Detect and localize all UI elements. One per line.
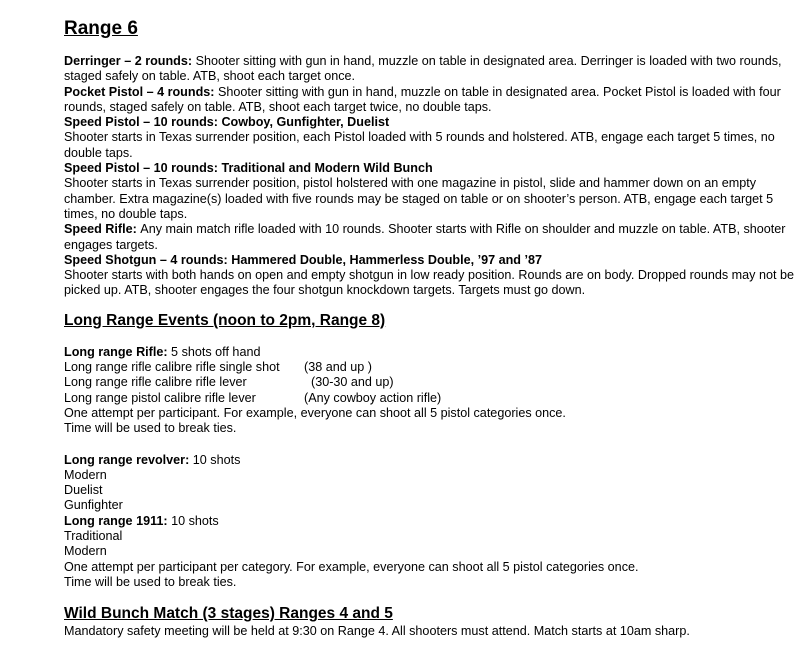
entry-sep: :	[210, 84, 218, 99]
long-range-rifle-section	[64, 345, 804, 437]
rifle-note: Time will be used to break ties.	[64, 421, 237, 436]
rifle-class-row	[64, 391, 804, 406]
revolver-class: Gunfighter	[64, 498, 123, 513]
range6-heading: Range 6	[64, 18, 138, 39]
entry-text: Any main match rifle loaded with 10 rounds. Shooter starts with Rifle on shoulder and muzzle on table. ATB, shooter engages targets.	[64, 222, 786, 252]
range6-entry	[64, 54, 804, 85]
range6-section	[64, 54, 804, 299]
entry-name: Pocket Pistol – 4 rounds	[64, 84, 211, 99]
long-range-heading: Long Range Events (noon to 2pm, Range 8)	[64, 311, 386, 329]
entry-sep: :	[132, 222, 141, 237]
entry-name: Speed Shotgun – 4 rounds: Hammered Double, Hammerless Double, ’97 and ’87	[64, 252, 542, 267]
rifle-class-name: Long range rifle calibre rifle lever	[64, 375, 247, 390]
rifle-class-name: Long range rifle calibre rifle single shot	[64, 360, 280, 375]
revolver-class: Modern	[64, 467, 107, 482]
long-range-pistol-section	[64, 453, 804, 591]
rifle-text: 5 shots off hand	[167, 344, 261, 359]
wild-bunch-text: Mandatory safety meeting will be held at 9:30 on Range 4. All shooters must attend. Match starts at 10am sharp.	[64, 624, 690, 639]
document-page	[64, 18, 804, 640]
rifle-class-note: (38 and up )	[304, 360, 372, 375]
entry-name: Speed Rifle	[64, 222, 133, 237]
range6-entry-text: Shooter starts with both hands on open and empty shotgun in low ready position. Rounds are on body. Dropped rounds may not be picked up. ATB, shooter engages the four shotgun knockdown targets. Targets must go down.	[64, 268, 794, 298]
entry-name: Speed Pistol – 10 rounds: Traditional and Modern Wild Bunch	[64, 161, 433, 176]
range6-entry	[64, 85, 804, 116]
rifle-class-name: Long range pistol calibre rifle lever	[64, 390, 256, 405]
rifle-heading	[64, 345, 804, 360]
entry-name: Speed Pistol – 10 rounds: Cowboy, Gunfighter, Duelist	[64, 115, 390, 130]
m1911-heading	[64, 514, 804, 529]
rifle-note: One attempt per participant. For example, everyone can shoot all 5 pistol categories once.	[64, 405, 566, 420]
range6-entry-text: Shooter starts in Texas surrender position, pistol holstered with one magazine in pistol, slide and hammer down on an empty chamber. Extra magazine(s) loaded with five rounds may be staged on table or on shooter’s person. ATB, engage each target 5 times, no double taps.	[64, 176, 774, 221]
range6-entry-heading	[64, 161, 804, 176]
pistol-note: One attempt per participant per category. For example, everyone can shoot all 5 pistol categories once.	[64, 559, 639, 574]
m1911-class: Modern	[64, 544, 107, 559]
revolver-class: Duelist	[64, 483, 103, 498]
m1911-text: 10 shots	[167, 513, 219, 528]
entry-name: Derringer – 2 rounds	[64, 54, 188, 68]
rifle-class-row	[64, 360, 804, 375]
range6-entry-heading	[64, 253, 804, 268]
rifle-class-note: (Any cowboy action rifle)	[304, 390, 442, 405]
rifle-label: Long range Rifle:	[64, 344, 168, 359]
wild-bunch-heading: Wild Bunch Match (3 stages) Ranges 4 and 5	[64, 605, 393, 623]
m1911-class: Traditional	[64, 529, 123, 544]
entry-text: Shooter sitting with gun in hand, muzzle on table in designated area. Derringer is loaded with two rounds, staged safely on table. ATB, shoot each target once.	[64, 54, 782, 84]
entry-sep: :	[187, 54, 196, 68]
rifle-class-note: (30-30 and up)	[304, 375, 394, 390]
range6-entry-text: Shooter starts in Texas surrender position, each Pistol loaded with 5 rounds and holstered. ATB, engage each target 5 times, no double taps.	[64, 130, 775, 160]
range6-entry	[64, 222, 804, 253]
revolver-heading	[64, 453, 804, 468]
range6-entry-heading	[64, 115, 804, 130]
entry-text: Shooter sitting with gun in hand, muzzle on table in designated area. Pocket Pistol is loaded with four rounds, staged safely on table. ATB, shoot each target twice, no double taps.	[64, 84, 781, 114]
m1911-label: Long range 1911:	[64, 513, 168, 528]
revolver-label: Long range revolver:	[64, 452, 190, 467]
pistol-note: Time will be used to break ties.	[64, 574, 237, 589]
rifle-class-row	[64, 375, 804, 390]
revolver-text: 10 shots	[189, 452, 241, 467]
